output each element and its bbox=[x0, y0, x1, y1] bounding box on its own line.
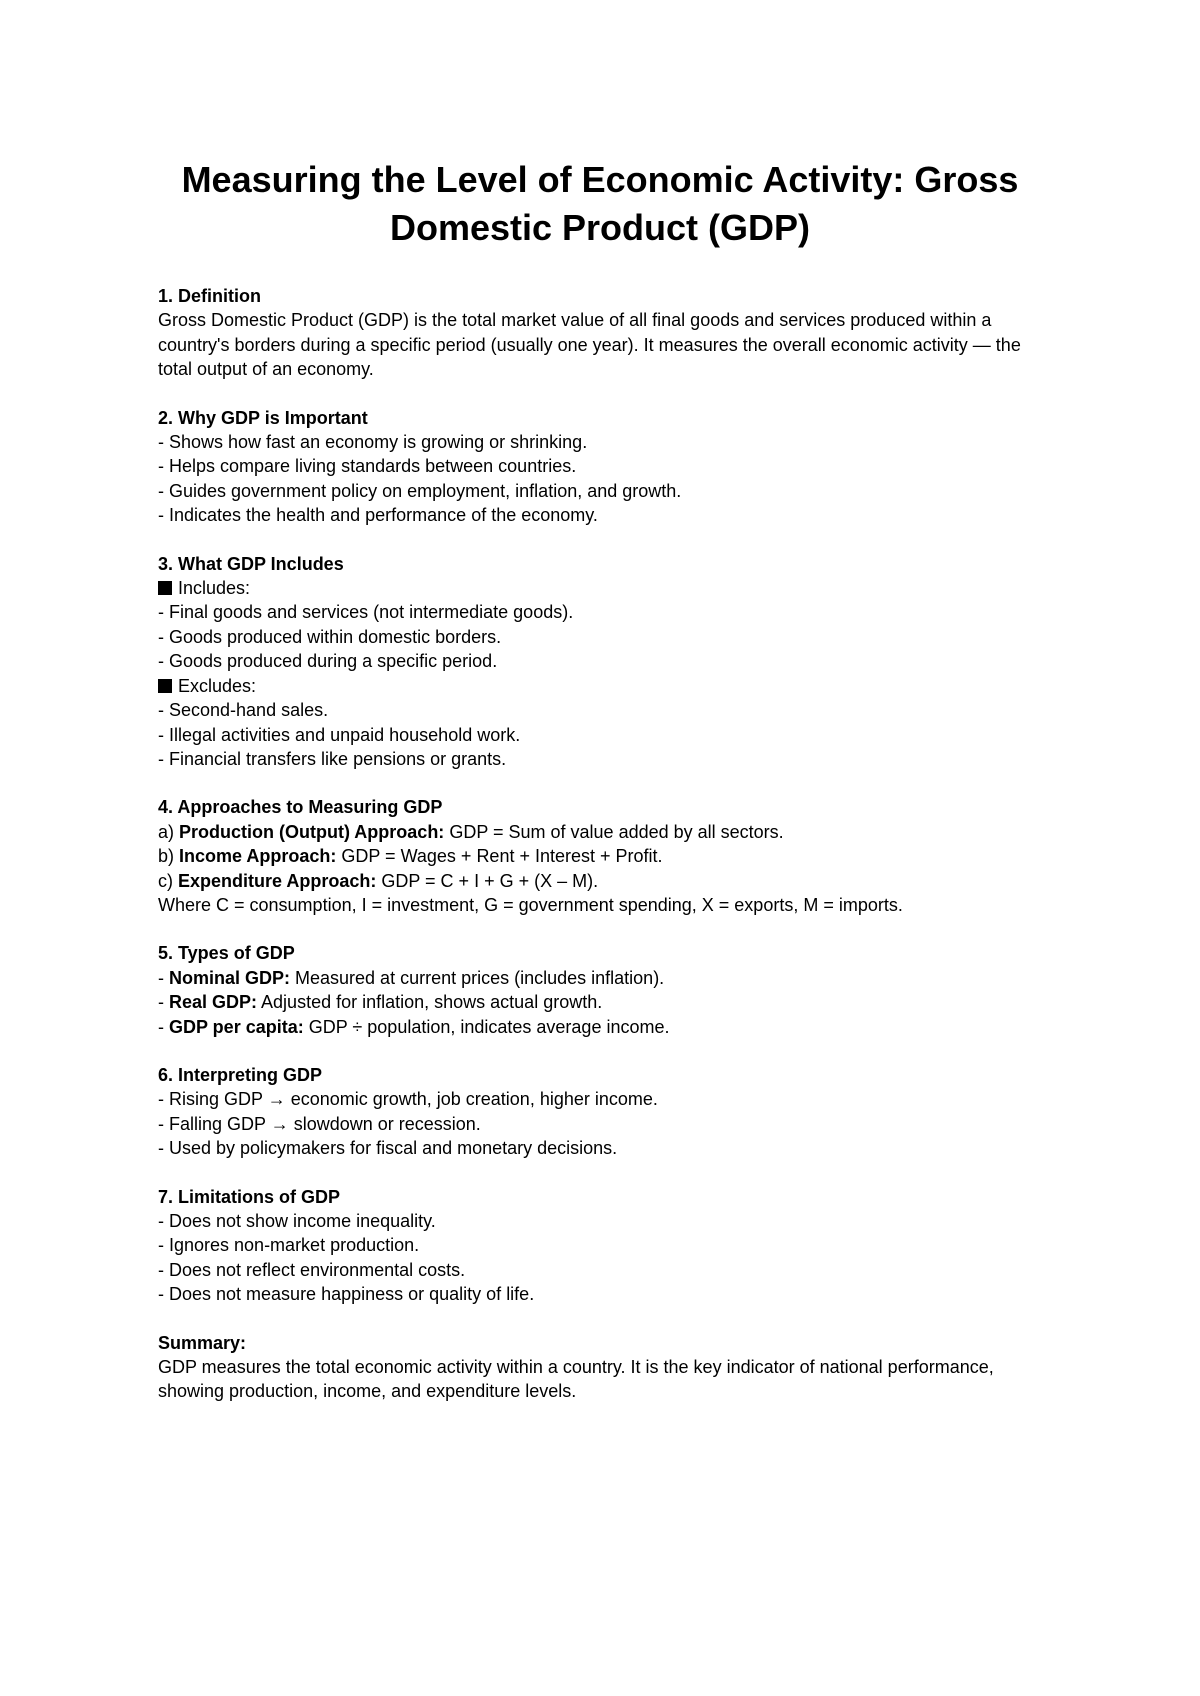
list-item: - Indicates the health and performance of the economy. bbox=[158, 505, 598, 526]
document-body bbox=[158, 284, 1058, 1428]
list-item: - Does not measure happiness or quality of life. bbox=[158, 1284, 535, 1305]
list-item: - Goods produced during a specific period. bbox=[158, 651, 498, 672]
section-heading: 3. What GDP Includes bbox=[158, 553, 344, 574]
section-definition bbox=[158, 284, 1058, 382]
section-summary bbox=[158, 1331, 1058, 1404]
includes-label-row bbox=[158, 576, 1058, 600]
list-item: - Guides government policy on employment, inflation, and growth. bbox=[158, 480, 682, 501]
list-item: - Falling GDP → slowdown or recession. bbox=[158, 1113, 481, 1134]
approach-where-note: Where C = consumption, I = investment, G = government spending, X = exports, M = imports. bbox=[158, 894, 903, 915]
approach-label: Income Approach: bbox=[179, 846, 337, 867]
approach-text: GDP = C + I + G + (X – M). bbox=[376, 870, 599, 891]
definition-paragraph: Gross Domestic Product (GDP) is the total market value of all final goods and services produced within a country's borders during a specific period (usually one year). It measures the overall economic activity — the total output of an economy. bbox=[158, 310, 1021, 380]
approach-prefix: c) bbox=[158, 870, 178, 891]
type-text: Adjusted for inflation, shows actual growth. bbox=[257, 992, 603, 1013]
section-includes bbox=[158, 552, 1058, 772]
section-heading: 2. Why GDP is Important bbox=[158, 407, 368, 428]
approach-label: Expenditure Approach: bbox=[178, 870, 377, 891]
type-text: GDP ÷ population, indicates average income. bbox=[303, 1016, 670, 1037]
section-heading: 6. Interpreting GDP bbox=[158, 1064, 323, 1085]
list-item: - Ignores non-market production. bbox=[158, 1235, 420, 1256]
includes-label: Includes: bbox=[178, 578, 251, 599]
approach-label: Production (Output) Approach: bbox=[179, 821, 445, 842]
approach-production bbox=[158, 820, 1058, 844]
type-label: GDP per capita: bbox=[169, 1016, 304, 1037]
type-label: Nominal GDP: bbox=[169, 967, 291, 988]
list-item: - Financial transfers like pensions or grants. bbox=[158, 748, 507, 769]
document-title: Measuring the Level of Economic Activity: Gross Domestic Product (GDP) bbox=[181, 159, 1019, 248]
section-heading: Summary: bbox=[158, 1332, 247, 1353]
section-interpreting bbox=[158, 1063, 1058, 1161]
list-item: - Shows how fast an economy is growing or shrinking. bbox=[158, 432, 588, 453]
approach-prefix: a) bbox=[158, 821, 180, 842]
section-importance bbox=[158, 406, 1058, 528]
section-limitations bbox=[158, 1185, 1058, 1307]
type-nominal: - Nominal GDP: Measured at current prices (includes inflation). bbox=[158, 967, 665, 988]
type-label: Real GDP: bbox=[169, 992, 258, 1013]
section-heading: 4. Approaches to Measuring GDP bbox=[158, 797, 443, 818]
section-types bbox=[158, 941, 1058, 1039]
approach-income bbox=[158, 844, 1058, 868]
list-item: - Rising GDP → economic growth, job creation, higher income. bbox=[158, 1089, 658, 1110]
excludes-label: Excludes: bbox=[178, 675, 257, 696]
approach-prefix: b) bbox=[158, 846, 180, 867]
square-bullet-icon bbox=[158, 581, 172, 595]
list-item: - Illegal activities and unpaid household work. bbox=[158, 724, 521, 745]
list-item: - Does not reflect environmental costs. bbox=[158, 1259, 466, 1280]
section-heading: 5. Types of GDP bbox=[158, 943, 295, 964]
summary-paragraph: GDP measures the total economic activity within a country. It is the key indicator of national performance, showing production, income, and expenditure levels. bbox=[158, 1357, 994, 1402]
list-item: - Helps compare living standards between countries. bbox=[158, 456, 577, 477]
approach-expenditure bbox=[158, 869, 1058, 893]
approach-text: GDP = Wages + Rent + Interest + Profit. bbox=[336, 846, 663, 867]
approach-text: GDP = Sum of value added by all sectors. bbox=[444, 821, 784, 842]
list-item: - Used by policymakers for fiscal and monetary decisions. bbox=[158, 1138, 618, 1159]
type-real: - Real GDP: Adjusted for inflation, shows actual growth. bbox=[158, 992, 603, 1013]
square-bullet-icon bbox=[158, 679, 172, 693]
section-heading: 1. Definition bbox=[158, 286, 261, 306]
section-approaches bbox=[158, 795, 1058, 917]
type-text: Measured at current prices (includes inflation). bbox=[290, 967, 665, 988]
list-item: - Does not show income inequality. bbox=[158, 1211, 436, 1231]
type-per-capita: - GDP per capita: GDP ÷ population, indicates average income. bbox=[158, 1016, 670, 1037]
excludes-label-row bbox=[158, 674, 1058, 698]
list-item: - Second-hand sales. bbox=[158, 700, 329, 721]
list-item: - Final goods and services (not intermediate goods). bbox=[158, 602, 574, 623]
section-heading: 7. Limitations of GDP bbox=[158, 1186, 341, 1207]
list-item: - Goods produced within domestic borders. bbox=[158, 626, 502, 647]
